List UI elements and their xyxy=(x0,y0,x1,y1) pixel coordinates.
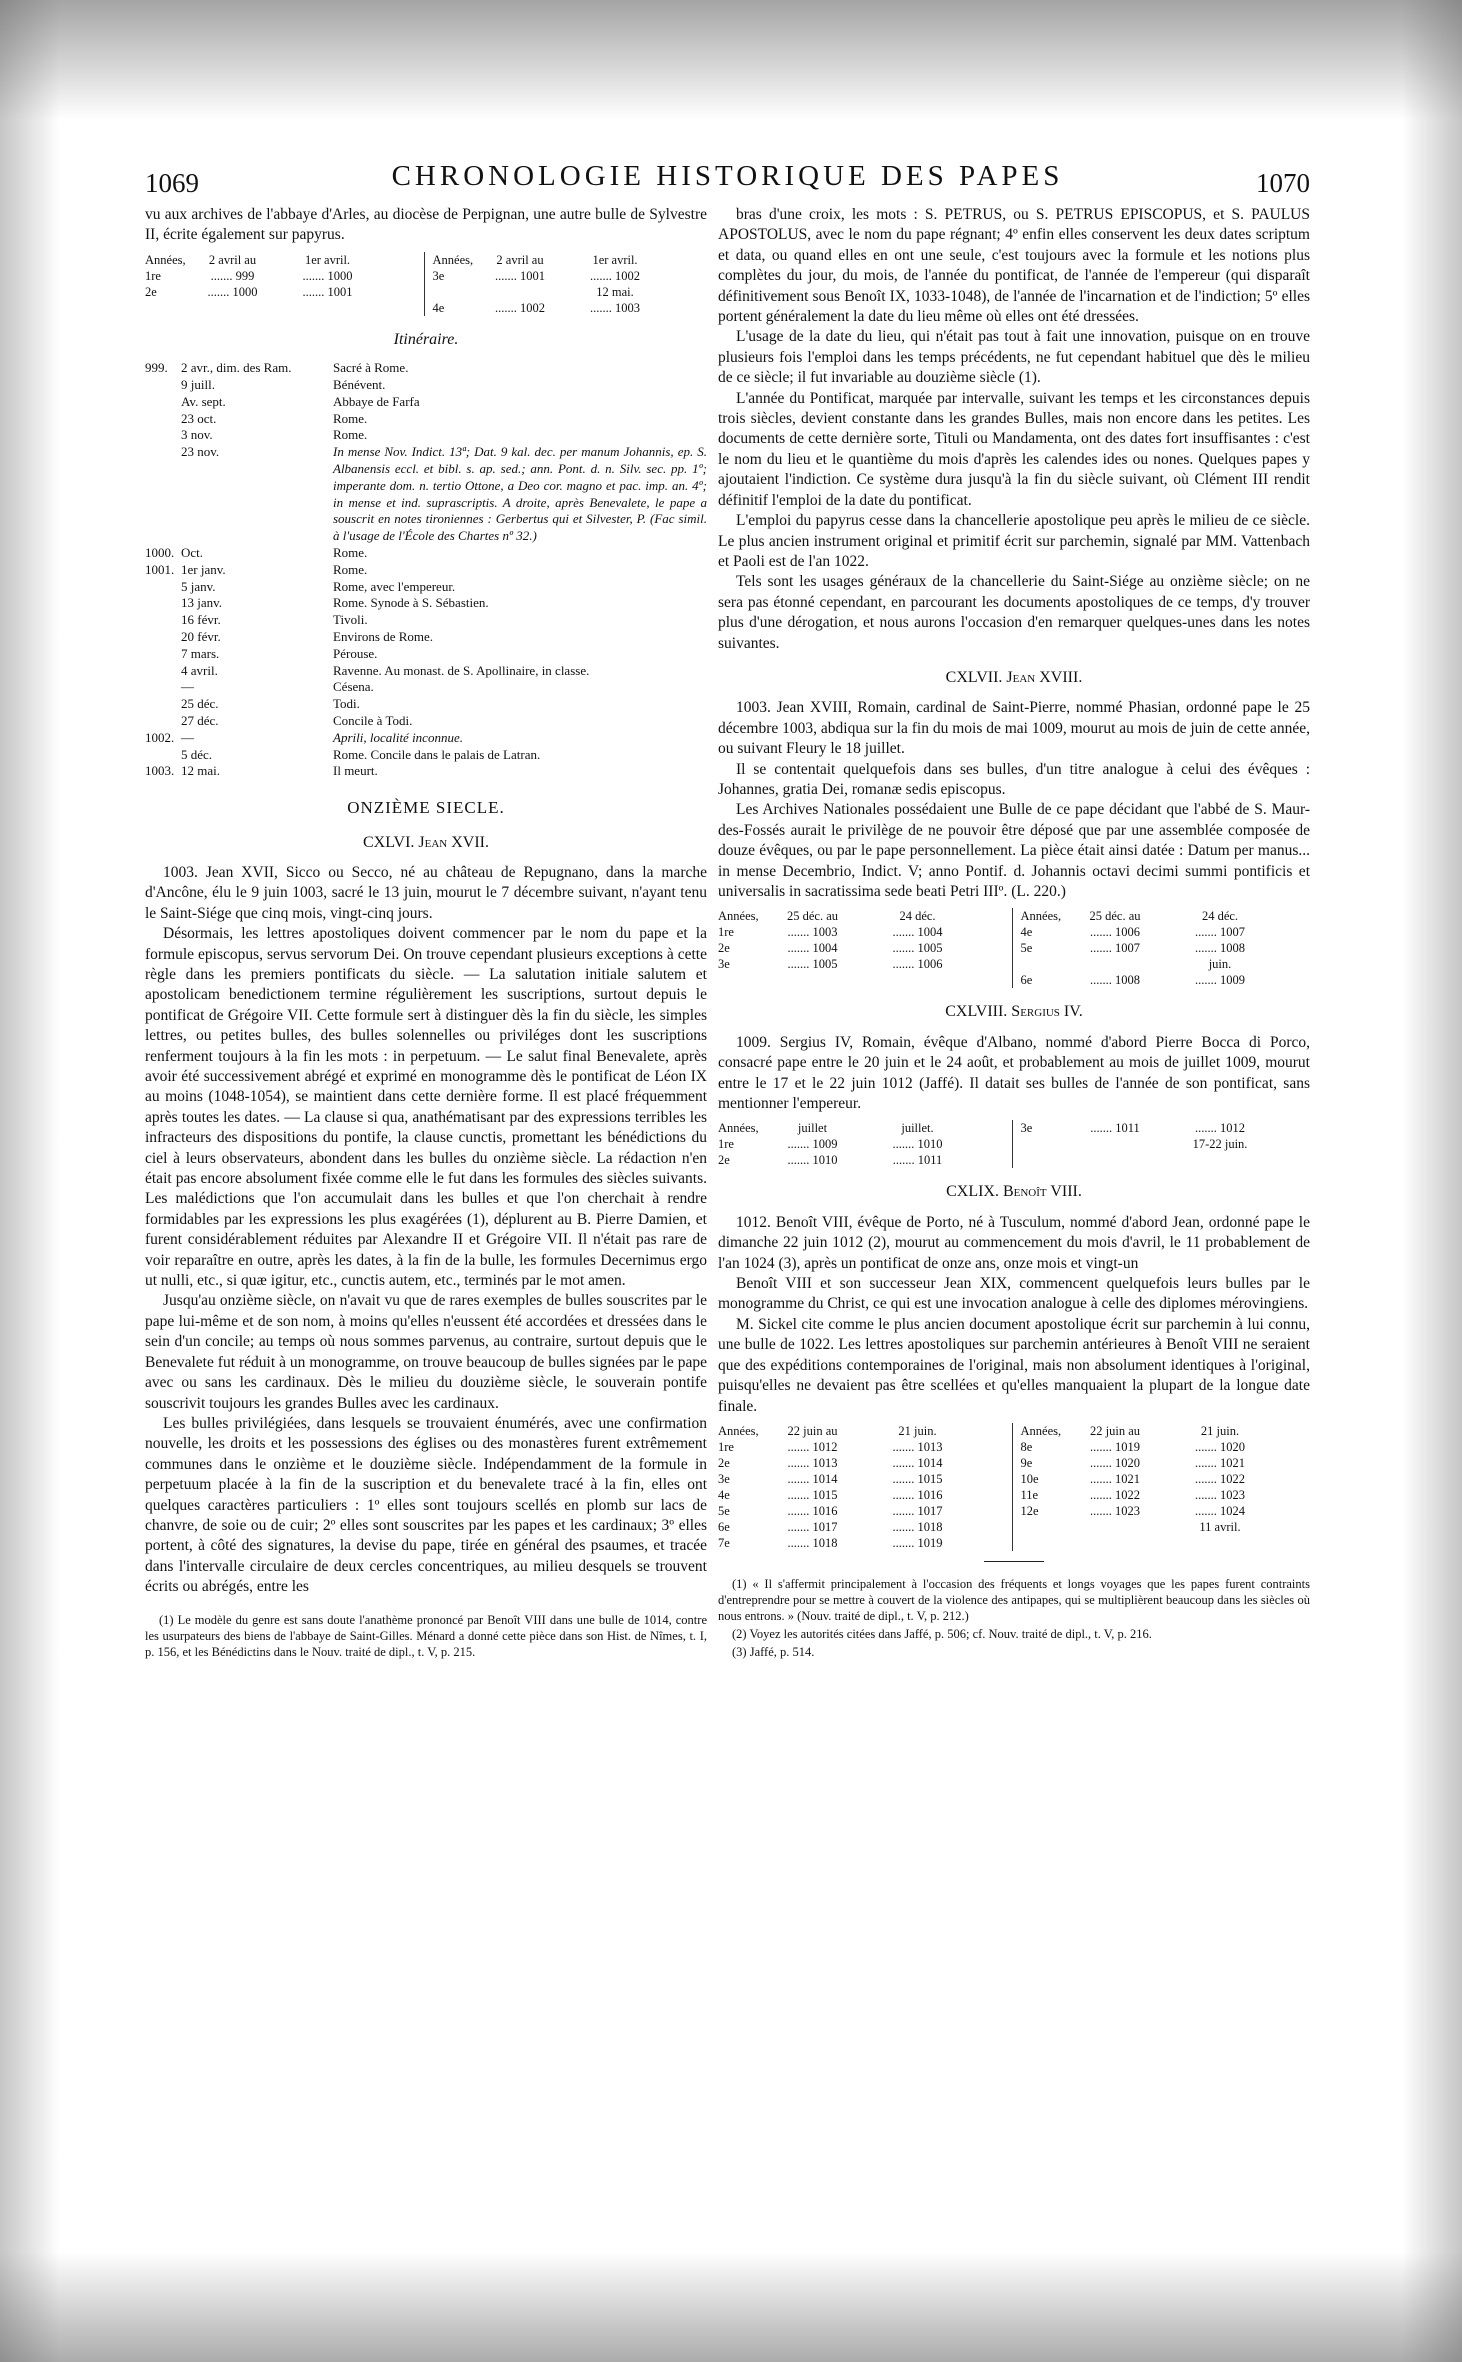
itinerary-entry xyxy=(145,427,707,444)
itinerary-place: Rome. xyxy=(333,427,368,443)
year-table-row xyxy=(1021,1439,1311,1455)
year-table-header-cell: 21 juin. xyxy=(1200,1423,1240,1438)
itinerary-year xyxy=(145,579,181,596)
year-table-half xyxy=(145,252,425,316)
year-table-row xyxy=(145,268,420,284)
year-table-cell: ....... 1013 xyxy=(892,1439,943,1454)
year-table-cell: 3e xyxy=(718,1471,730,1486)
itinerary-year xyxy=(145,663,181,680)
year-table-row xyxy=(1021,940,1311,956)
body-paragraph: bras d'une croix, les mots : S. PETRUS, ou S. PETRUS EPISCOPUS, et S. PAULUS APOSTOLUS, avec le nom du pape régnant; 4º enfin elles conservent les deux dates scriptum et data, ou quand elles en ont une seule, c'est toujours avec la formule et les notions plus complètes du jour, du mois, de l'année du pontificat, de l'année de l'empereur (qui disparaît définitivement sous Benoît IX, 1033-1048), de l'année de l'incarnation et de l'indiction; 5º elles portent généralement la date du lieu même où elles ont été dressées. xyxy=(718,206,1310,326)
year-table-row xyxy=(718,1487,1008,1503)
page-number-left: 1069 xyxy=(145,168,199,198)
itinerary-year xyxy=(145,411,181,428)
itinerary-date: 4 avril. xyxy=(181,662,218,678)
itinerary-date: Oct. xyxy=(181,544,204,560)
year-table-row xyxy=(718,1471,1008,1487)
itinerary-date: 9 juill. xyxy=(181,377,215,393)
itinerary-date: 5 janv. xyxy=(181,578,216,594)
year-table-half xyxy=(718,1120,1013,1168)
itinerary-place: Environs de Rome. xyxy=(333,628,434,644)
year-table-cell: ....... 1008 xyxy=(1195,941,1245,956)
body-paragraph: L'usage de la date du lieu, qui n'était pas tout à fait une innovation, puisque on en trouve plusieurs fois l'emploi dans les temps précédents, ne fut cependant habituel que dès le milieu de ce siècle; il fut invariable au douzième siècle (1). xyxy=(718,328,1310,387)
year-table-cell: ....... 1015 xyxy=(892,1471,943,1486)
itinerary-entry xyxy=(145,545,707,562)
year-table-header-cell: 25 déc. au xyxy=(786,909,839,924)
pope3-paragraph: 1009. Sergius IV, Romain, évêque d'Albano, nommé d'abord Pierre Bocca di Porco, consacré pape entre le 20 juin et le 24 août, et probablement au mois de juillet 1009, mourut entre le 17 et le 22 juin 1012 (Jaffé). Il datait ses bulles de l'année de son pontificat, sans mentionner l'empereur. xyxy=(718,1033,1310,1113)
right-footnotes xyxy=(718,1576,1310,1660)
year-table-header-row xyxy=(718,908,1008,924)
year-table-cell: ....... 1024 xyxy=(1195,1503,1245,1518)
body-paragraph: M. Sickel cite comme le plus ancien document apostolique écrit sur parchemin à lui connu, une bulle de 1022. Les lettres apostoliques sur parchemin antérieures à Benoît VIII ne seraient que des expéditions contemporaines de l'original, mais non absolument identiques à l'original, puisqu'elles ne devaient pas être scellées et qu'elles manquaient la plupart de la longue date finale. xyxy=(718,1315,1310,1415)
year-table-cell: ....... 1002 xyxy=(590,268,640,283)
itinerary-entry xyxy=(145,360,707,377)
year-table-cell: ....... 1017 xyxy=(892,1503,943,1518)
year-table-cell: 11e xyxy=(1020,1487,1039,1502)
year-table-cell: 5e xyxy=(718,1503,730,1518)
year-table-benoit-viii xyxy=(718,1423,1310,1551)
scan-edge-right xyxy=(1402,0,1462,2362)
year-table-header-cell: Années, xyxy=(1020,1423,1062,1438)
year-table-cell: 1re xyxy=(718,925,734,940)
itinerary-entry xyxy=(145,646,707,663)
itinerary-entry xyxy=(145,713,707,730)
year-table-cell: ....... 1021 xyxy=(1090,1471,1140,1486)
year-table-cell: juin. xyxy=(1208,957,1232,972)
year-table-header-cell: 24 déc. xyxy=(1201,909,1239,924)
year-table-cell: 1re xyxy=(718,1137,734,1152)
itinerary-year: 1000. xyxy=(145,544,175,560)
year-table-row xyxy=(1021,956,1311,972)
year-table-cell: 11 avril. xyxy=(1199,1519,1241,1534)
year-table-header-cell: 2 avril au xyxy=(208,252,257,267)
itinerary-place: Sacré à Rome. xyxy=(333,360,409,376)
itinerary-entry xyxy=(145,747,707,764)
itinerary-entry xyxy=(145,663,707,680)
itinerary-date: 2 avr., dim. des Ram. xyxy=(181,360,292,376)
year-table-cell: ....... 1013 xyxy=(787,1455,838,1470)
itinerary-year xyxy=(145,696,181,713)
year-table-header-cell: Années, xyxy=(432,252,474,267)
itinerary-entry xyxy=(145,679,707,696)
year-table-cell xyxy=(1021,1519,1063,1535)
year-table-cell: ....... 1022 xyxy=(1090,1487,1140,1502)
itinerary-date: 3 nov. xyxy=(181,427,213,443)
year-table-cell: 2e xyxy=(718,1455,730,1470)
footnote: (2) Voyez les autorités citées dans Jaffé, p. 506; cf. Nouv. traité de dipl., t. V, p. 216. xyxy=(732,1626,1152,1641)
year-table-cell: ....... 1007 xyxy=(1195,925,1245,940)
year-table-row xyxy=(718,1535,1008,1551)
year-table-half xyxy=(1021,908,1311,988)
itinerary-year: 999. xyxy=(145,360,168,376)
year-table-cell: ....... 1010 xyxy=(892,1137,943,1152)
year-table-half xyxy=(718,908,1013,988)
year-table-cell xyxy=(1021,956,1063,972)
year-table-cell: 9e xyxy=(1020,1455,1033,1470)
year-table-row xyxy=(718,1455,1008,1471)
year-table-cell: ....... 1003 xyxy=(590,300,640,315)
itinerary-place: Bénévent. xyxy=(333,377,386,393)
year-table-row xyxy=(433,300,708,316)
itinerary-year: 1001. xyxy=(145,561,175,577)
itinerary-year xyxy=(145,394,181,411)
year-table-cell: ....... 1012 xyxy=(787,1439,838,1454)
year-table-header-cell: Années, xyxy=(718,1423,759,1438)
year-table-header-row xyxy=(145,252,420,268)
body-paragraph: Benoît VIII et son successeur Jean XIX, commencent quelquefois leurs bulles par le monogramme du Christ, ce qui est une invocation analogue à celle des diplomes mérovingiens. xyxy=(718,1275,1310,1313)
year-table-header-row xyxy=(1021,1423,1311,1439)
itinerary-entry xyxy=(145,411,707,428)
year-table-header-row xyxy=(718,1423,1008,1439)
year-table-cell: ....... 1016 xyxy=(892,1487,943,1502)
intro-paragraph: vu aux archives de l'abbaye d'Arles, au diocèse de Perpignan, une autre bulle de Sylvestre II, écrite également sur papyrus. xyxy=(145,206,707,244)
year-table-cell: ....... 1002 xyxy=(495,300,545,315)
year-table-row xyxy=(1021,1503,1311,1519)
itinerary-date: 13 janv. xyxy=(181,595,223,611)
itinerary-date: — xyxy=(181,679,194,695)
year-table-cell xyxy=(433,284,473,300)
itinerary-date: 5 déc. xyxy=(181,746,213,762)
year-table-row xyxy=(718,1503,1008,1519)
itinerary-place: Rome. xyxy=(333,544,368,560)
year-table-row xyxy=(718,940,1008,956)
year-table-cell: 6e xyxy=(1020,973,1033,988)
year-table-cell: 10e xyxy=(1020,1471,1039,1486)
year-table-cell: ....... 1020 xyxy=(1195,1439,1245,1454)
year-table-cell: ....... 1018 xyxy=(787,1535,838,1550)
year-table-cell: ....... 1020 xyxy=(1090,1455,1140,1470)
year-table-header-cell: Années, xyxy=(145,252,186,267)
body-paragraph: 1012. Benoît VIII, évêque de Porto, né à Tusculum, nommé d'abord Jean, ordonné pape le dimanche 22 juin 1012 (2), mourut au commencement du mois d'avril, le 11 probablement de l'an 1024 (3), après un pontificat de onze ans, onze mois et vingt-un xyxy=(718,1213,1310,1272)
pope-heading-benoit-viii: CXLIX. Benoît VIII. xyxy=(946,1183,1082,1201)
year-table-row xyxy=(718,1439,1008,1455)
itinerary-place: Abbaye de Farfa xyxy=(333,393,420,409)
year-table-cell: ....... 1017 xyxy=(787,1519,838,1534)
itinerary-year: 1003. xyxy=(145,763,175,779)
itinerary-entry xyxy=(145,730,707,747)
year-table-header-cell: 22 juin au xyxy=(787,1423,838,1438)
itinerary-date: 27 déc. xyxy=(181,712,219,728)
year-table-row xyxy=(1021,924,1311,940)
itinerary-list xyxy=(145,360,707,780)
year-table-cell: ....... 999 xyxy=(210,268,255,283)
year-table-cell xyxy=(1021,1136,1063,1152)
itinerary-entry xyxy=(145,562,707,579)
year-table-cell: ....... 1001 xyxy=(495,268,545,283)
year-table-cell: 4e xyxy=(1020,925,1033,940)
year-table-cell: ....... 1018 xyxy=(892,1519,943,1534)
year-table-row xyxy=(718,1136,1008,1152)
itinerary-entry xyxy=(145,444,707,545)
year-table-row xyxy=(1021,1487,1311,1503)
year-table-cell: 12 mai. xyxy=(596,284,634,299)
year-table-row xyxy=(718,1519,1008,1535)
body-paragraph: Tels sont les usages généraux de la chancellerie du Saint-Siége au onzième siècle; on ne sera pas étonné cependant, en parcourant les documents apostoliques de ce temps, d'y trouver plus d'une dérogation, et nous aurons l'occasion d'en remarquer quelques-unes dans les notes suivantes. xyxy=(718,573,1310,652)
itinerary-place: Aprili, localité inconnue. xyxy=(333,729,463,745)
year-table-header-cell: juillet xyxy=(797,1121,828,1136)
year-table-cell xyxy=(1063,1519,1168,1535)
itinerary-year xyxy=(145,612,181,629)
year-table-cell: ....... 1000 xyxy=(207,284,258,299)
year-table-cell: ....... 1009 xyxy=(1195,973,1245,988)
year-table-header-cell: 1er avril. xyxy=(304,252,351,267)
year-table-row xyxy=(1021,1455,1311,1471)
right-body-top xyxy=(718,205,1310,654)
body-paragraph: Désormais, les lettres apostoliques doivent commencer par le nom du pape et la formule episcopus, servus servorum Dei. On trouve cependant plusieurs exceptions à cette règle dans les premiers pontificats du siècle. — La salutation initiale salutem et apostolicam benedictionem termine régulièrement les suscriptions, surtout depuis le pontificat de Grégoire VII. Cette formule sert à distinguer dès la fin du siècle, les simples lettres, ou petites bulles, des bulles solennelles ou priviléges dont les suscriptions renferment toujours à la fin les mots : in perpetuum. — Le salut final Benevalete, après avoir été successivement abrégé et exprimé en monogramme dès le pontificat de Léon IX au moins (1048-1054), se maintient dans cette dernière forme. Il est placé fréquemment après toutes les dates. — La clause si qua, anathématisant par des expressions terribles les infracteurs des dispositions du pontife, la clause cunctis, promettant les bénédictions du ciel à leurs observateurs, abondent dans les bulles du onzième siècle. La rédaction n'en était pas encore absolument fixée comme elle le fut dans les formules des siècles suivants. Les malédictions que l'on accumulait dans les bulles et que l'on cherchait à rendre formidables par les expressions les plus exagérées (1), déplurent au B. Pierre Damien, et furent considérablement réduites par Alexandre II et Grégoire VII. Il n'était pas rare de voir reparaître en outre, après les dates, à la fin de la bulle, les formules Decernimus ergo ut nulli, etc., si quæ igitur, etc., cunctis autem, etc., terminés par le mot amen. xyxy=(145,925,707,1290)
year-table-cell: ....... 1016 xyxy=(787,1503,838,1518)
itinerary-date: — xyxy=(181,729,194,745)
year-table-row xyxy=(718,956,1008,972)
itinerary-entry xyxy=(145,595,707,612)
itinerary-year xyxy=(145,646,181,663)
year-table-row xyxy=(145,284,420,300)
year-table-cell: 1re xyxy=(145,268,161,283)
year-table-cell: ....... 1023 xyxy=(1195,1487,1245,1502)
year-table-cell: ....... 1000 xyxy=(302,268,353,283)
year-table-cell: ....... 1006 xyxy=(892,957,943,972)
footnote: (1) Le modèle du genre est sans doute l'anathème prononcé par Benoît VIII dans une bulle de 1014, contre les usurpateurs des biens de l'abbaye de Saint-Gilles. Ménard a donné cette pièce dans son Hist. de Nîmes, t. I, p. 156, et les Bénédictins dans le Nouv. traité de dipl., t. V, p. 215. xyxy=(145,1612,707,1659)
year-table-half xyxy=(1021,1120,1311,1168)
year-table-header-cell: 21 juin. xyxy=(898,1423,937,1438)
year-table-cell xyxy=(1063,956,1168,972)
year-table-cell: ....... 1022 xyxy=(1195,1471,1245,1486)
itinerary-year xyxy=(145,377,181,394)
year-table-sylvestre xyxy=(145,252,707,316)
year-table-cell: ....... 1010 xyxy=(787,1153,838,1168)
scan-edge-top xyxy=(0,0,1462,120)
year-table-cell xyxy=(1063,1136,1168,1152)
itinerary-place: Rome. xyxy=(333,561,368,577)
year-table-cell: ....... 1005 xyxy=(892,941,943,956)
year-table-cell: 8e xyxy=(1020,1439,1033,1454)
year-table-cell: ....... 1021 xyxy=(1195,1455,1245,1470)
itinerary-place: Il meurt. xyxy=(333,763,378,779)
itinerary-place: Ravenne. Au monast. de S. Apollinaire, in classe. xyxy=(333,662,590,678)
itinerary-year xyxy=(145,713,181,730)
page-number-right: 1070 xyxy=(1256,168,1310,198)
year-table-cell: 2e xyxy=(145,284,157,299)
year-table-cell: ....... 1008 xyxy=(1090,973,1140,988)
itinerary-entry xyxy=(145,377,707,394)
footnote: (1) « Il s'affermit principalement à l'occasion des fréquents et longs voyages que les papes furent contraints d'entreprendre pour se mettre à couvert de la violence des antipapes, qui se multiplièrent beaucoup dans les siècles où nous entrons. » (Nouv. traité de dipl., t. V, p. 212.) xyxy=(718,1576,1310,1623)
body-paragraph: Il se contentait quelquefois dans ses bulles, d'un titre analogue à celui des évêques : Johannes, gratia Dei, romanæ sedis episcopus. xyxy=(718,760,1310,798)
body-paragraph: Les Archives Nationales possédaient une Bulle de ce pape décidant que l'abbé de S. Maur-des-Fossés aurait le privilège de ne pouvoir être déposé que par une assemblée composée de douze évêques, ou par le pape personnellement. La pièce était ainsi datée : Datum per manus... in mense Decembrio, Indict. V; anno Pontif. d. Johannis octavi decimi summi pontificis et universalis in sacratissima sede beati Petri IIIº. (L. 220.) xyxy=(718,801,1310,900)
year-table-header-cell: juillet. xyxy=(901,1121,934,1136)
year-table-cell: ....... 1001 xyxy=(302,284,353,299)
itinerary-year xyxy=(145,444,181,545)
itinerary-entry xyxy=(145,579,707,596)
year-table-cell: ....... 1007 xyxy=(1090,941,1140,956)
year-table-cell: ....... 1005 xyxy=(787,957,838,972)
year-table-header-cell: 24 déc. xyxy=(899,909,936,924)
itinerary-year: 1002. xyxy=(145,729,175,745)
pope-heading-jean-xvii: CXLVI. Jean XVII. xyxy=(362,833,489,851)
itinerary-entry xyxy=(145,612,707,629)
body-paragraph: L'année du Pontificat, marquée par intervalle, suivant les temps et les circonstances depuis trois siècles, devient constante dans les grandes Bulles, mais non encore dans les petites. Les documents de cette dernière sorte, Tituli ou Mandamenta, ont des dates fort insuffisantes : c'est le nom du lieu et le quantième du mois d'après les calendes ides ou nones. Quelques papes y ajoutaient l'indiction. Ce système dura jusqu'à la fin du siècle suivant, où Clément III rendit définitif l'emploi de la date du pontificat. xyxy=(718,389,1310,509)
itinerary-place: Rome, avec l'empereur. xyxy=(333,578,456,594)
year-table-cell: 1re xyxy=(718,1439,734,1454)
year-table-row xyxy=(1021,1519,1311,1535)
footnote-rule xyxy=(984,1561,1044,1562)
year-table-header-cell: Années, xyxy=(718,909,759,924)
year-table-header-cell: 1er avril. xyxy=(592,252,638,267)
year-table-header-cell: 22 juin au xyxy=(1090,1423,1140,1438)
itinerary-place: Tivoli. xyxy=(333,612,368,628)
year-table-cell: 5e xyxy=(1020,941,1033,956)
page-title: CHRONOLOGIE HISTORIQUE DES PAPES xyxy=(391,160,1064,192)
right-column xyxy=(718,205,1310,1662)
year-table-row xyxy=(1021,1471,1311,1487)
year-table-cell: 6e xyxy=(718,1519,730,1534)
body-paragraph: L'emploi du papyrus cesse dans la chancellerie apostolique peu après le milieu de ce siècle. Le plus ancien instrument original et primitif écrit sur parchemin, signalé par MM. Vattenbach et Paoli est de l'an 1022. xyxy=(718,512,1310,570)
year-table-half xyxy=(718,1423,1013,1551)
body-paragraph: 1003. Jean XVII, Sicco ou Secco, né au château de Repugnano, dans la marche d'Ancône, élu le 9 juin 1003, sacré le 13 juin, mourut le 7 décembre suivant, n'ayant tenu le Saint-Siége que cinq mois, vingt-cinq jours. xyxy=(145,863,707,922)
year-table-row xyxy=(718,924,1008,940)
itinerary-place: Rome. Concile dans le palais de Latran. xyxy=(333,746,541,762)
year-table-header-row xyxy=(433,252,708,268)
year-table-cell: ....... 1023 xyxy=(1090,1503,1140,1518)
itinerary-date: 1er janv. xyxy=(181,561,226,577)
itinerary-date: 12 mai. xyxy=(181,763,220,779)
left-column xyxy=(145,205,707,1662)
year-table-cell: 4e xyxy=(432,300,445,315)
scan-edge-bottom xyxy=(0,2252,1462,2362)
itinerary-date: 23 oct. xyxy=(181,410,217,426)
year-table-cell: ....... 1006 xyxy=(1090,925,1140,940)
body-paragraph: 1003. Jean XVIII, Romain, cardinal de Saint-Pierre, nommé Phasian, ordonné pape le 25 décembre 1003, abdiqua sur la fin du mois de mai 1009, mourut au mois de juin de cette année, ou suivant Fleury le 18 juillet. xyxy=(718,699,1310,758)
year-table-header-row xyxy=(1021,908,1311,924)
year-table-header-cell: Années, xyxy=(1020,909,1062,924)
year-table-row xyxy=(433,284,708,300)
year-table-cell: 12e xyxy=(1020,1503,1039,1518)
itinerary-year xyxy=(145,679,181,696)
year-table-cell: ....... 1014 xyxy=(787,1471,838,1486)
itinerary-date: 20 févr. xyxy=(181,628,221,644)
itinerary-place: Rome. Synode à S. Sébastien. xyxy=(333,595,489,611)
itinerary-year xyxy=(145,427,181,444)
itinerary-entry xyxy=(145,394,707,411)
itinerary-year xyxy=(145,629,181,646)
pope-heading-sergius-iv: CXLVIII. Sergius IV. xyxy=(945,1003,1083,1021)
itinerary-year xyxy=(145,747,181,764)
year-table-header-row xyxy=(718,1120,1008,1136)
year-table-header-cell: 25 déc. au xyxy=(1089,909,1141,924)
itinerary-entry xyxy=(145,763,707,780)
year-table-cell: ....... 1004 xyxy=(892,925,943,940)
year-table-cell: 17-22 juin. xyxy=(1192,1137,1248,1152)
year-table-row xyxy=(433,268,708,284)
pope4-body xyxy=(718,1213,1310,1417)
year-table-sergius-iv xyxy=(718,1120,1310,1168)
itinerary-place: Concile à Todi. xyxy=(333,712,413,728)
year-table-cell: ....... 1015 xyxy=(787,1487,838,1502)
century-heading: ONZIÈME SIECLE. xyxy=(347,798,505,818)
year-table-cell: ....... 1011 xyxy=(892,1153,943,1168)
year-table-cell: ....... 1019 xyxy=(892,1535,943,1550)
itinerary-place: Rome. xyxy=(333,410,368,426)
year-table-row xyxy=(1021,972,1311,988)
year-table-half xyxy=(433,252,708,316)
itinerary-place: Todi. xyxy=(333,696,360,712)
year-table-cell: 4e xyxy=(718,1487,730,1502)
year-table-cell xyxy=(473,284,568,300)
year-table-cell: ....... 1011 xyxy=(1090,1121,1140,1136)
year-table-row xyxy=(1021,1120,1311,1136)
itinerary-date: 7 mars. xyxy=(181,645,220,661)
footnote: (3) Jaffé, p. 514. xyxy=(732,1644,815,1659)
year-table-cell: ....... 1019 xyxy=(1090,1439,1140,1454)
scan-edge-left xyxy=(0,0,60,2362)
itinerary-date: 25 déc. xyxy=(181,696,219,712)
itinerary-year xyxy=(145,595,181,612)
year-table-cell: 2e xyxy=(718,941,730,956)
left-body xyxy=(145,863,707,1598)
year-table-cell: ....... 1014 xyxy=(892,1455,943,1470)
year-table-cell: 7e xyxy=(718,1535,730,1550)
left-footnotes xyxy=(145,1612,707,1660)
year-table-row xyxy=(1021,1136,1311,1152)
year-table-header-cell: Années, xyxy=(718,1121,759,1136)
year-table-cell: ....... 1004 xyxy=(787,941,838,956)
itinerary-date: 16 févr. xyxy=(181,612,221,628)
year-table-cell: 3e xyxy=(1020,1121,1033,1136)
body-paragraph: Jusqu'au onzième siècle, on n'avait vu que de rares exemples de bulles souscrites par le pape lui-même et de son nom, à moins qu'elles n'eussent été accordées et dressées dans le sein d'un concile; au temps où nous sommes parvenus, au contraire, surtout depuis que le Benevalete fut réduit à un monogramme, on trouve beaucoup de bulles signées par le pape avec ou sans les cardinaux. Dès le milieu du douzième siècle, le souverain pontife souscrivit toujours les grandes Bulles avec les cardinaux. xyxy=(145,1292,707,1412)
year-table-cell: 3e xyxy=(432,268,445,283)
itinerary-place: In mense Nov. Indict. 13ª; Dat. 9 kal. dec. per manum Johannis, ep. S. Albanensis eccl. et bibl. s. ap. sed.; ann. Pont. d. n. Silv. sec. pp. 1º; imperante dom. n. tertio Ottone, a Deo cor. magno et pac. imp. an. 4º; in mense et ind. suprascriptis. A droite, après Benevalete, le pape a souscrit en notes tironiennes : Gerbertus qui et Silvester, P. (Fac simil. à l'usage de l'École des Chartes nº 32.) xyxy=(333,444,707,544)
itinerary-entry xyxy=(145,629,707,646)
itinerary-place: Césena. xyxy=(333,679,374,695)
year-table-cell: 3e xyxy=(718,957,730,972)
year-table-cell: ....... 1009 xyxy=(787,1137,838,1152)
itinerary-place: Pérouse. xyxy=(333,645,378,661)
pope2-body xyxy=(718,698,1310,902)
itinerary-entry xyxy=(145,696,707,713)
year-table-jean-xviii xyxy=(718,908,1310,988)
year-table-cell: 2e xyxy=(718,1153,730,1168)
itinerary-date: 23 nov. xyxy=(181,444,220,460)
pope-heading-jean-xviii: CXLVII. Jean XVIII. xyxy=(945,668,1083,686)
year-table-cell: ....... 1003 xyxy=(787,925,838,940)
itinerary-date: Av. sept. xyxy=(181,393,226,409)
body-paragraph: Les bulles privilégiées, dans lesquels se trouvaient énumérés, avec une confirmation nouvelle, les droits et les possessions des églises ou des monastères furent extrêmement communes dans le onzième et le douzième siècle. Indépendamment de la formule in perpetuum placée à la fin de la suscription et du benevalete tracé à la fin, elles ont quelques caractères particuliers : 1º elles sont toujours scellés en plomb sur lacs de chanvre, de soie ou de cuir; 2º elles sont souscrites par les papes et les cardinaux; 3º elles portent, à côté des signatures, la devise du pape, tirée en général des psaumes, et tracée dans l'intervalle circulaire de deux cercles concentriques, au milieu desquels se trouvent écrits ou abrégés, entre les xyxy=(145,1414,707,1596)
year-table-row xyxy=(718,1152,1008,1168)
year-table-cell: ....... 1012 xyxy=(1195,1121,1245,1136)
running-header xyxy=(145,160,1310,198)
year-table-half xyxy=(1021,1423,1311,1551)
year-table-header-cell: 2 avril au xyxy=(496,252,544,267)
itinerary-title: Itinéraire. xyxy=(393,330,459,348)
